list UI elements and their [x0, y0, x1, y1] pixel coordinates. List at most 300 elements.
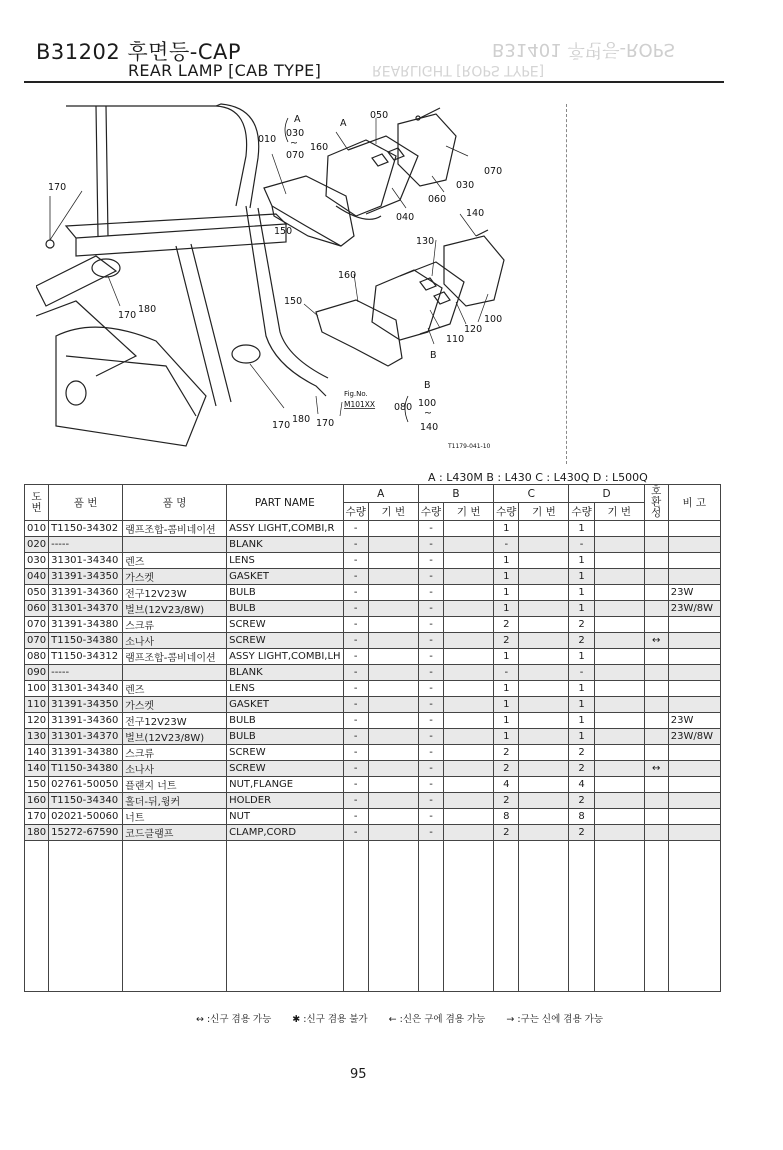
row-remark: 23W/8W: [668, 601, 720, 617]
row-qty-d: 2: [569, 745, 594, 761]
callout-010: 010: [258, 134, 277, 145]
empty-cell: [123, 886, 227, 901]
empty-cell: [368, 946, 418, 961]
row-part-number: 31391-34350: [49, 569, 123, 585]
row-korean-name: 가스켓: [123, 697, 227, 713]
row-part-number: 31391-34380: [49, 617, 123, 633]
row-item-no: 120: [25, 713, 49, 729]
callout-100: 100: [484, 314, 503, 325]
empty-cell: [49, 901, 123, 916]
row-qty-d: 2: [569, 633, 594, 649]
row-part-name: SCREW: [227, 745, 343, 761]
empty-cell: [569, 886, 594, 901]
row-interchange: [644, 825, 668, 841]
page-number: 95: [350, 1067, 367, 1082]
empty-cell: [644, 901, 668, 916]
row-remark: [668, 521, 720, 537]
row-code-b: [444, 665, 494, 681]
row-part-number: T1150-34380: [49, 761, 123, 777]
empty-cell: [49, 856, 123, 871]
row-item-no: 130: [25, 729, 49, 745]
empty-row: [25, 931, 721, 946]
empty-cell: [494, 916, 519, 931]
lens-upper: [398, 114, 456, 186]
empty-cell: [227, 841, 343, 857]
row-remark: [668, 793, 720, 809]
empty-cell: [227, 976, 343, 992]
header-group-d: D: [569, 485, 644, 503]
header-part-name: PART NAME: [227, 485, 343, 521]
callout-A-upper: A: [294, 114, 301, 125]
page-subtitle: REAR LAMP [CAB TYPE]: [128, 61, 322, 80]
header-qty-d: 수량: [569, 503, 594, 521]
row-code-a: [368, 601, 418, 617]
row-code-a: [368, 617, 418, 633]
empty-cell: [594, 931, 644, 946]
empty-cell: [494, 871, 519, 886]
row-qty-c: 1: [494, 601, 519, 617]
empty-cell: [519, 886, 569, 901]
empty-cell: [569, 841, 594, 857]
empty-cell: [25, 946, 49, 961]
row-qty-a: -: [343, 697, 368, 713]
row-qty-a: -: [343, 761, 368, 777]
row-part-number: 31391-34380: [49, 745, 123, 761]
empty-cell: [444, 841, 494, 857]
row-code-a: [368, 585, 418, 601]
row-qty-d: 2: [569, 793, 594, 809]
callout-A-lamp: A: [340, 118, 347, 129]
row-qty-c: 1: [494, 713, 519, 729]
callout-tilde-2: ~: [424, 408, 432, 419]
row-code-d: [594, 633, 644, 649]
callout-100-group: 100: [418, 398, 437, 409]
empty-cell: [227, 886, 343, 901]
row-qty-a: -: [343, 585, 368, 601]
cab-frame-post-right2: [258, 208, 328, 378]
row-interchange: ↔: [644, 633, 668, 649]
row-code-d: [594, 713, 644, 729]
row-part-number: 15272-67590: [49, 825, 123, 841]
table-row: [25, 809, 721, 825]
row-interchange: [644, 553, 668, 569]
row-interchange: [644, 729, 668, 745]
row-part-name: GASKET: [227, 697, 343, 713]
empty-cell: [343, 856, 368, 871]
row-remark: [668, 697, 720, 713]
row-korean-name: 전구12V23W: [123, 713, 227, 729]
empty-cell: [494, 976, 519, 992]
empty-cell: [123, 931, 227, 946]
row-qty-a: -: [343, 729, 368, 745]
row-qty-c: 1: [494, 585, 519, 601]
legend-not-interchangeable: ✱ :신구 겸용 불가: [292, 1014, 368, 1025]
row-remark: [668, 761, 720, 777]
empty-cell: [519, 841, 569, 857]
empty-cell: [227, 946, 343, 961]
row-qty-c: 1: [494, 521, 519, 537]
row-remark: [668, 649, 720, 665]
row-code-d: [594, 569, 644, 585]
empty-cell: [343, 901, 368, 916]
row-part-number: 31301-34370: [49, 601, 123, 617]
row-remark: [668, 809, 720, 825]
row-qty-d: -: [569, 537, 594, 553]
row-code-b: [444, 537, 494, 553]
row-qty-d: 2: [569, 617, 594, 633]
row-part-number: T1150-34340: [49, 793, 123, 809]
empty-cell: [227, 961, 343, 976]
row-part-number: 31301-34370: [49, 729, 123, 745]
row-qty-c: 4: [494, 777, 519, 793]
row-code-d: [594, 553, 644, 569]
empty-cell: [368, 901, 418, 916]
row-qty-d: 8: [569, 809, 594, 825]
row-code-a: [368, 681, 418, 697]
cab-frame-roof: [66, 106, 247, 206]
callout-070-right: 070: [484, 166, 503, 177]
clamp-lower: [232, 345, 260, 363]
row-interchange: [644, 521, 668, 537]
empty-cell: [519, 916, 569, 931]
empty-cell: [519, 931, 569, 946]
row-qty-d: 1: [569, 697, 594, 713]
row-qty-c: -: [494, 665, 519, 681]
empty-cell: [569, 901, 594, 916]
table-row: [25, 713, 721, 729]
row-code-d: [594, 745, 644, 761]
row-qty-b: -: [418, 601, 443, 617]
row-qty-b: -: [418, 713, 443, 729]
empty-cell: [418, 856, 443, 871]
empty-cell: [444, 961, 494, 976]
row-code-a: [368, 729, 418, 745]
row-interchange: [644, 569, 668, 585]
row-qty-c: 1: [494, 729, 519, 745]
empty-cell: [494, 931, 519, 946]
empty-cell: [519, 946, 569, 961]
callout-B-lamp: B: [430, 350, 437, 361]
gasket-lower: [400, 262, 464, 334]
row-korean-name: 소나사: [123, 761, 227, 777]
row-qty-d: 1: [569, 553, 594, 569]
row-qty-b: -: [418, 537, 443, 553]
row-interchange: [644, 809, 668, 825]
row-qty-a: -: [343, 617, 368, 633]
row-code-d: [594, 809, 644, 825]
callout-150-upper: 150: [274, 226, 293, 237]
row-qty-a: -: [343, 633, 368, 649]
row-korean-name: 램프조합-콤비네이션: [123, 649, 227, 665]
row-korean-name: 전구12V23W: [123, 585, 227, 601]
row-part-number: T1150-34302: [49, 521, 123, 537]
empty-cell: [594, 916, 644, 931]
row-code-b: [444, 713, 494, 729]
row-korean-name: 플랜지 너트: [123, 777, 227, 793]
empty-cell: [49, 946, 123, 961]
callout-B-group: B: [424, 380, 431, 391]
empty-cell: [519, 856, 569, 871]
row-code-c: [519, 713, 569, 729]
row-code-a: [368, 761, 418, 777]
empty-cell: [25, 961, 49, 976]
empty-cell: [343, 976, 368, 992]
row-qty-b: -: [418, 793, 443, 809]
empty-row: [25, 871, 721, 886]
callout-030: 030: [286, 128, 305, 139]
row-interchange: [644, 713, 668, 729]
header-group-a: A: [343, 485, 418, 503]
row-code-d: [594, 825, 644, 841]
row-item-no: 050: [25, 585, 49, 601]
row-code-a: [368, 553, 418, 569]
empty-cell: [418, 946, 443, 961]
row-korean-name: 렌즈: [123, 553, 227, 569]
row-code-c: [519, 553, 569, 569]
empty-cell: [569, 856, 594, 871]
header-remark: 비 고: [668, 485, 720, 521]
row-qty-a: -: [343, 825, 368, 841]
cab-frame-vertical-left: [96, 106, 108, 236]
empty-cell: [123, 916, 227, 931]
row-qty-a: -: [343, 681, 368, 697]
empty-cell: [668, 961, 720, 976]
header-code-c: 기 번: [519, 503, 569, 521]
callout-170-bottom: 170: [272, 420, 291, 431]
fender-inner: [66, 356, 196, 416]
row-code-c: [519, 537, 569, 553]
row-qty-b: -: [418, 681, 443, 697]
row-remark: 23W/8W: [668, 729, 720, 745]
empty-cell: [418, 871, 443, 886]
empty-cell: [594, 886, 644, 901]
row-code-d: [594, 761, 644, 777]
empty-cell: [519, 871, 569, 886]
row-code-b: [444, 585, 494, 601]
empty-cell: [594, 871, 644, 886]
row-korean-name: 렌즈: [123, 681, 227, 697]
row-part-name: ASSY LIGHT,COMBI,R: [227, 521, 343, 537]
empty-cell: [644, 916, 668, 931]
row-code-a: [368, 665, 418, 681]
row-part-name: NUT,FLANGE: [227, 777, 343, 793]
clamp-left: [92, 259, 120, 277]
callout-040: 040: [396, 212, 415, 223]
empty-cell: [494, 961, 519, 976]
empty-cell: [418, 961, 443, 976]
row-code-b: [444, 761, 494, 777]
empty-cell: [519, 961, 569, 976]
empty-cell: [494, 841, 519, 857]
table-row: [25, 777, 721, 793]
legend-old-for-new: → :구는 신에 겸용 가능: [506, 1014, 603, 1025]
row-remark: [668, 553, 720, 569]
row-part-name: ASSY LIGHT,COMBI,LH: [227, 649, 343, 665]
empty-cell: [343, 946, 368, 961]
diagram-divider: [566, 104, 567, 464]
row-qty-a: -: [343, 601, 368, 617]
row-qty-c: 2: [494, 825, 519, 841]
empty-row: [25, 841, 721, 857]
row-korean-name: 벌브(12V23/8W): [123, 601, 227, 617]
row-part-name: CLAMP,CORD: [227, 825, 343, 841]
row-qty-b: -: [418, 761, 443, 777]
row-qty-c: -: [494, 537, 519, 553]
empty-cell: [227, 901, 343, 916]
empty-cell: [644, 961, 668, 976]
row-korean-name: 스크류: [123, 617, 227, 633]
empty-cell: [123, 871, 227, 886]
lower-frame: [36, 256, 116, 306]
callout-160-lower: 160: [338, 270, 357, 281]
row-interchange: [644, 601, 668, 617]
empty-row: [25, 961, 721, 976]
row-qty-c: 2: [494, 617, 519, 633]
row-interchange: ↔: [644, 761, 668, 777]
empty-cell: [25, 856, 49, 871]
empty-cell: [444, 946, 494, 961]
row-part-number: 31391-34350: [49, 697, 123, 713]
table-row: [25, 633, 721, 649]
callout-tilde-1: ~: [290, 138, 298, 149]
empty-cell: [49, 976, 123, 992]
row-code-b: [444, 553, 494, 569]
row-korean-name: 벌브(12V23/8W): [123, 729, 227, 745]
row-qty-c: 2: [494, 761, 519, 777]
empty-cell: [25, 976, 49, 992]
row-item-no: 090: [25, 665, 49, 681]
empty-cell: [49, 916, 123, 931]
empty-cell: [368, 886, 418, 901]
empty-cell: [594, 841, 644, 857]
empty-cell: [49, 931, 123, 946]
header-interchange: 호 환 성: [644, 485, 668, 521]
row-code-c: [519, 665, 569, 681]
empty-cell: [123, 946, 227, 961]
empty-cell: [644, 871, 668, 886]
empty-cell: [594, 946, 644, 961]
empty-cell: [49, 841, 123, 857]
row-part-name: HOLDER: [227, 793, 343, 809]
row-interchange: [644, 617, 668, 633]
table-row: [25, 665, 721, 681]
row-part-name: GASKET: [227, 569, 343, 585]
row-item-no: 020: [25, 537, 49, 553]
header-code-d: 기 번: [594, 503, 644, 521]
header-korean-name: 품 명: [123, 485, 227, 521]
row-code-b: [444, 777, 494, 793]
header-code-a: 기 번: [368, 503, 418, 521]
row-code-c: [519, 633, 569, 649]
row-qty-b: -: [418, 777, 443, 793]
row-qty-a: -: [343, 793, 368, 809]
row-item-no: 010: [25, 521, 49, 537]
row-qty-b: -: [418, 665, 443, 681]
interchange-legend: [196, 1011, 621, 1025]
empty-cell: [25, 931, 49, 946]
row-item-no: 160: [25, 793, 49, 809]
header-item-no: 도 번: [25, 485, 49, 521]
row-qty-c: 2: [494, 745, 519, 761]
row-code-a: [368, 633, 418, 649]
row-code-a: [368, 825, 418, 841]
callout-120: 120: [464, 324, 483, 335]
empty-cell: [569, 976, 594, 992]
row-remark: 23W: [668, 713, 720, 729]
empty-row: [25, 886, 721, 901]
empty-cell: [494, 946, 519, 961]
empty-cell: [418, 916, 443, 931]
row-item-no: 150: [25, 777, 49, 793]
row-qty-d: 1: [569, 729, 594, 745]
table-row: [25, 761, 721, 777]
row-part-name: BLANK: [227, 537, 343, 553]
row-qty-d: 1: [569, 569, 594, 585]
row-code-b: [444, 649, 494, 665]
row-qty-d: 1: [569, 601, 594, 617]
empty-cell: [668, 916, 720, 931]
row-remark: [668, 633, 720, 649]
row-qty-a: -: [343, 569, 368, 585]
row-qty-c: 2: [494, 633, 519, 649]
row-code-a: [368, 521, 418, 537]
gasket-upper: [348, 136, 418, 214]
row-code-a: [368, 649, 418, 665]
callout-170-bottom2: 170: [316, 418, 335, 429]
row-code-a: [368, 537, 418, 553]
row-remark: [668, 777, 720, 793]
empty-cell: [25, 871, 49, 886]
header-qty-c: 수량: [494, 503, 519, 521]
cord-upper: [336, 206, 381, 219]
row-code-d: [594, 697, 644, 713]
empty-cell: [569, 931, 594, 946]
empty-cell: [569, 916, 594, 931]
table-row: [25, 553, 721, 569]
row-qty-b: -: [418, 729, 443, 745]
row-qty-d: 1: [569, 649, 594, 665]
row-code-b: [444, 681, 494, 697]
row-part-name: BULB: [227, 713, 343, 729]
row-item-no: 060: [25, 601, 49, 617]
empty-cell: [644, 931, 668, 946]
row-interchange: [644, 697, 668, 713]
empty-cell: [668, 931, 720, 946]
empty-cell: [343, 886, 368, 901]
empty-cell: [594, 961, 644, 976]
row-code-b: [444, 617, 494, 633]
row-qty-b: -: [418, 569, 443, 585]
callout-140: 140: [466, 208, 485, 219]
row-code-c: [519, 601, 569, 617]
row-qty-b: -: [418, 617, 443, 633]
row-qty-b: -: [418, 553, 443, 569]
empty-cell: [227, 931, 343, 946]
row-remark: [668, 681, 720, 697]
empty-cell: [368, 976, 418, 992]
row-code-c: [519, 825, 569, 841]
row-qty-a: -: [343, 745, 368, 761]
row-code-c: [519, 697, 569, 713]
callout-080: 080: [394, 402, 413, 413]
row-qty-b: -: [418, 521, 443, 537]
row-code-c: [519, 617, 569, 633]
row-item-no: 110: [25, 697, 49, 713]
empty-cell: [644, 841, 668, 857]
row-part-number: 31391-34360: [49, 585, 123, 601]
row-remark: 23W: [668, 585, 720, 601]
empty-cell: [343, 916, 368, 931]
